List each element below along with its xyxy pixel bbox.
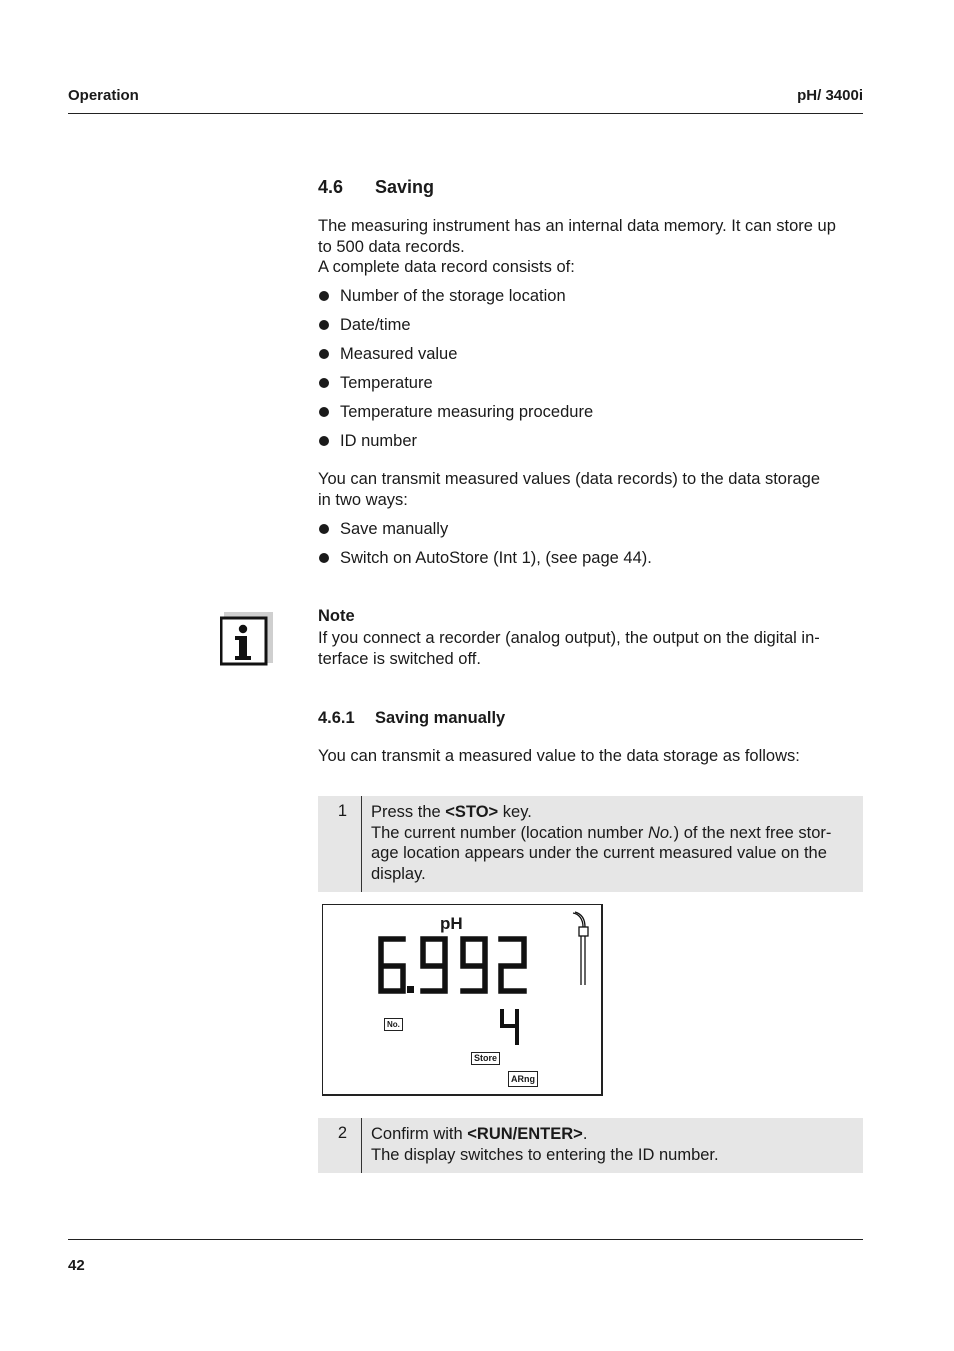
subsection-title: Saving manually: [375, 709, 506, 727]
intro-line: A complete data record consists of:: [318, 258, 575, 276]
list-item: Temperature measuring procedure: [318, 402, 863, 431]
lcd-measured-value-glyphs: [373, 933, 533, 999]
list-item: Date/time: [318, 315, 863, 344]
section-heading: [318, 177, 434, 198]
lcd-display: [322, 904, 603, 1096]
header-product-label: pH/ 3400i: [797, 87, 863, 104]
list-item: Switch on AutoStore (Int 1), (see page 44).: [318, 548, 863, 577]
note-line: terface is switched off.: [318, 649, 481, 668]
bullet-icon: [319, 291, 329, 301]
header-section-label: Operation: [68, 87, 139, 104]
bullet-icon: [319, 524, 329, 534]
lcd-location-number-text: [323, 905, 324, 906]
list-item: Measured value: [318, 344, 863, 373]
bullet-icon: [319, 436, 329, 446]
transmit-paragraph: [318, 469, 863, 510]
bullet-icon: [319, 320, 329, 330]
note-line: If you connect a recorder (analog output), the output on the digital in-: [318, 629, 820, 647]
lcd-store-indicator: Store: [471, 1052, 500, 1065]
intro-line: The measuring instrument has an internal data memory. It can store up: [318, 217, 836, 235]
step-number: 1: [318, 796, 362, 892]
subsection-heading: [318, 709, 505, 728]
bullet-icon: [319, 407, 329, 417]
key-label: <STO>: [445, 803, 499, 821]
lcd-arng-indicator: ARng: [508, 1071, 538, 1087]
list-item: Number of the storage location: [318, 286, 863, 315]
lcd-unit: pH: [440, 914, 463, 933]
subsection-number: 4.6.1: [318, 709, 355, 727]
step-text: Press the <STO> key. The current number (location number No.) of the next free stor- age location appears under the current measured value on the display.: [371, 803, 832, 883]
electrode-icon: [571, 911, 591, 987]
list-item: ID number: [318, 431, 863, 460]
key-label: <RUN/ENTER>: [467, 1125, 583, 1143]
lcd-measured-value-text: [323, 905, 324, 906]
note-title: Note: [318, 607, 355, 625]
step-number: 2: [318, 1118, 362, 1173]
section-title: Saving: [375, 177, 435, 197]
lcd-location-number-glyph: [497, 1009, 523, 1045]
transmit-line: You can transmit measured values (data records) to the data storage: [318, 470, 821, 488]
page-number: 42: [68, 1257, 85, 1274]
intro-line: to 500 data records.: [318, 237, 465, 256]
note-body: [318, 628, 863, 669]
step-text: Confirm with <RUN/ENTER>. The display switches to entering the ID number.: [371, 1125, 719, 1164]
list-item: Save manually: [318, 519, 863, 548]
bullet-icon: [319, 378, 329, 388]
step-2-box: [318, 1118, 863, 1173]
record-items-list: [318, 286, 863, 460]
subsection-intro: You can transmit a measured value to the data storage as follows:: [318, 747, 800, 765]
footer-rule: [68, 1239, 863, 1240]
list-item: Temperature: [318, 373, 863, 402]
intro-paragraph: [318, 216, 863, 278]
bullet-icon: [319, 553, 329, 563]
info-icon: [220, 612, 273, 667]
lcd-no-indicator: No.: [384, 1018, 403, 1031]
section-number: 4.6: [318, 177, 344, 197]
header-rule: [68, 113, 863, 114]
ways-list: [318, 519, 863, 577]
step-1-box: [318, 796, 863, 892]
transmit-line: in two ways:: [318, 490, 408, 509]
bullet-icon: [319, 349, 329, 359]
